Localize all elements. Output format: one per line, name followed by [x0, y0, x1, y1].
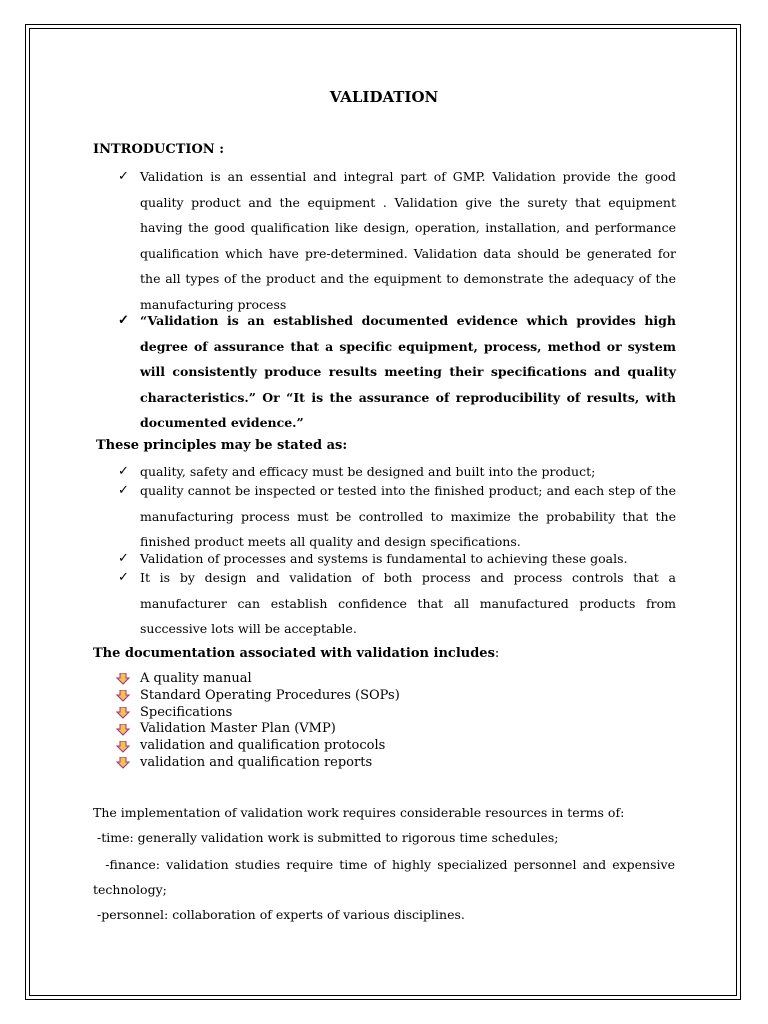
principle-item-1: ✓ quality, safety and efficacy must be designed and built into the product; [118, 464, 596, 479]
principle-item-3: ✓ Validation of processes and systems is fundamental to achieving these goals. [118, 551, 628, 566]
documentation-heading: The documentation associated with validation includes: [93, 646, 500, 661]
page-title: VALIDATION [329, 88, 439, 106]
checkmark-icon: ✓ [118, 313, 129, 328]
list-item: Validation Master Plan (VMP) [116, 721, 400, 738]
implementation-finance: -finance: validation studies require time of highly specialized personnel and expensive technology; [93, 857, 679, 897]
intro-item-2-text: “Validation is an established documented evidence which provides high degree of assurance that a specific equipment, process, method or system will consistently produce results meeting their specifications and quality characteristics.” Or “It is the assurance of reproducibility of results, with documented evidence.” [140, 313, 676, 430]
list-item: validation and qualification protocols [116, 738, 400, 755]
list-item: Standard Operating Procedures (SOPs) [116, 688, 400, 705]
checkmark-icon: ✓ [118, 483, 129, 498]
arrow-bullet-icon [116, 707, 130, 719]
list-item: Specifications [116, 705, 400, 722]
arrow-bullet-icon [116, 673, 130, 685]
documentation-list [116, 671, 400, 772]
intro-item-1 [118, 164, 676, 317]
principles-heading: These principles may be stated as: [96, 438, 348, 453]
implementation-time: -time: generally validation work is submitted to rigorous time schedules; [93, 830, 559, 845]
principle-item-4: ✓ It is by design and validation of both process and process controls that a manufacturer can establish confidence that all manufactured products from successive lots will be acceptable. [118, 565, 676, 642]
checkmark-icon: ✓ [118, 551, 129, 566]
checkmark-icon: ✓ [118, 570, 129, 585]
intro-item-1-text: Validation is an essential and integral part of GMP. Validation provide the good quality product and the equipment . Validation give the surety that equipment having the good qualification like design, operation, installation, and performance qualification which have pre-determined. Validation data should be generated for the all types of the product and the equipment to demonstrate the adequacy of the manufacturing process [140, 169, 676, 312]
checkmark-icon: ✓ [118, 169, 129, 184]
arrow-bullet-icon [116, 690, 130, 702]
introduction-heading: INTRODUCTION : [93, 142, 225, 157]
implementation-personnel: -personnel: collaboration of experts of various disciplines. [93, 907, 465, 922]
list-item: validation and qualification reports [116, 755, 400, 772]
intro-item-2 [118, 308, 676, 436]
checkmark-icon: ✓ [118, 464, 129, 479]
implementation-intro: The implementation of validation work requires considerable resources in terms of: [93, 805, 625, 820]
principle-item-2: ✓ quality cannot be inspected or tested into the finished product; and each step of the manufacturing process must be controlled to maximize the probability that the finished product meets all quality and design specifications. [118, 478, 676, 555]
list-item: A quality manual [116, 671, 400, 688]
arrow-bullet-icon [116, 757, 130, 769]
arrow-bullet-icon [116, 724, 130, 736]
arrow-bullet-icon [116, 741, 130, 753]
